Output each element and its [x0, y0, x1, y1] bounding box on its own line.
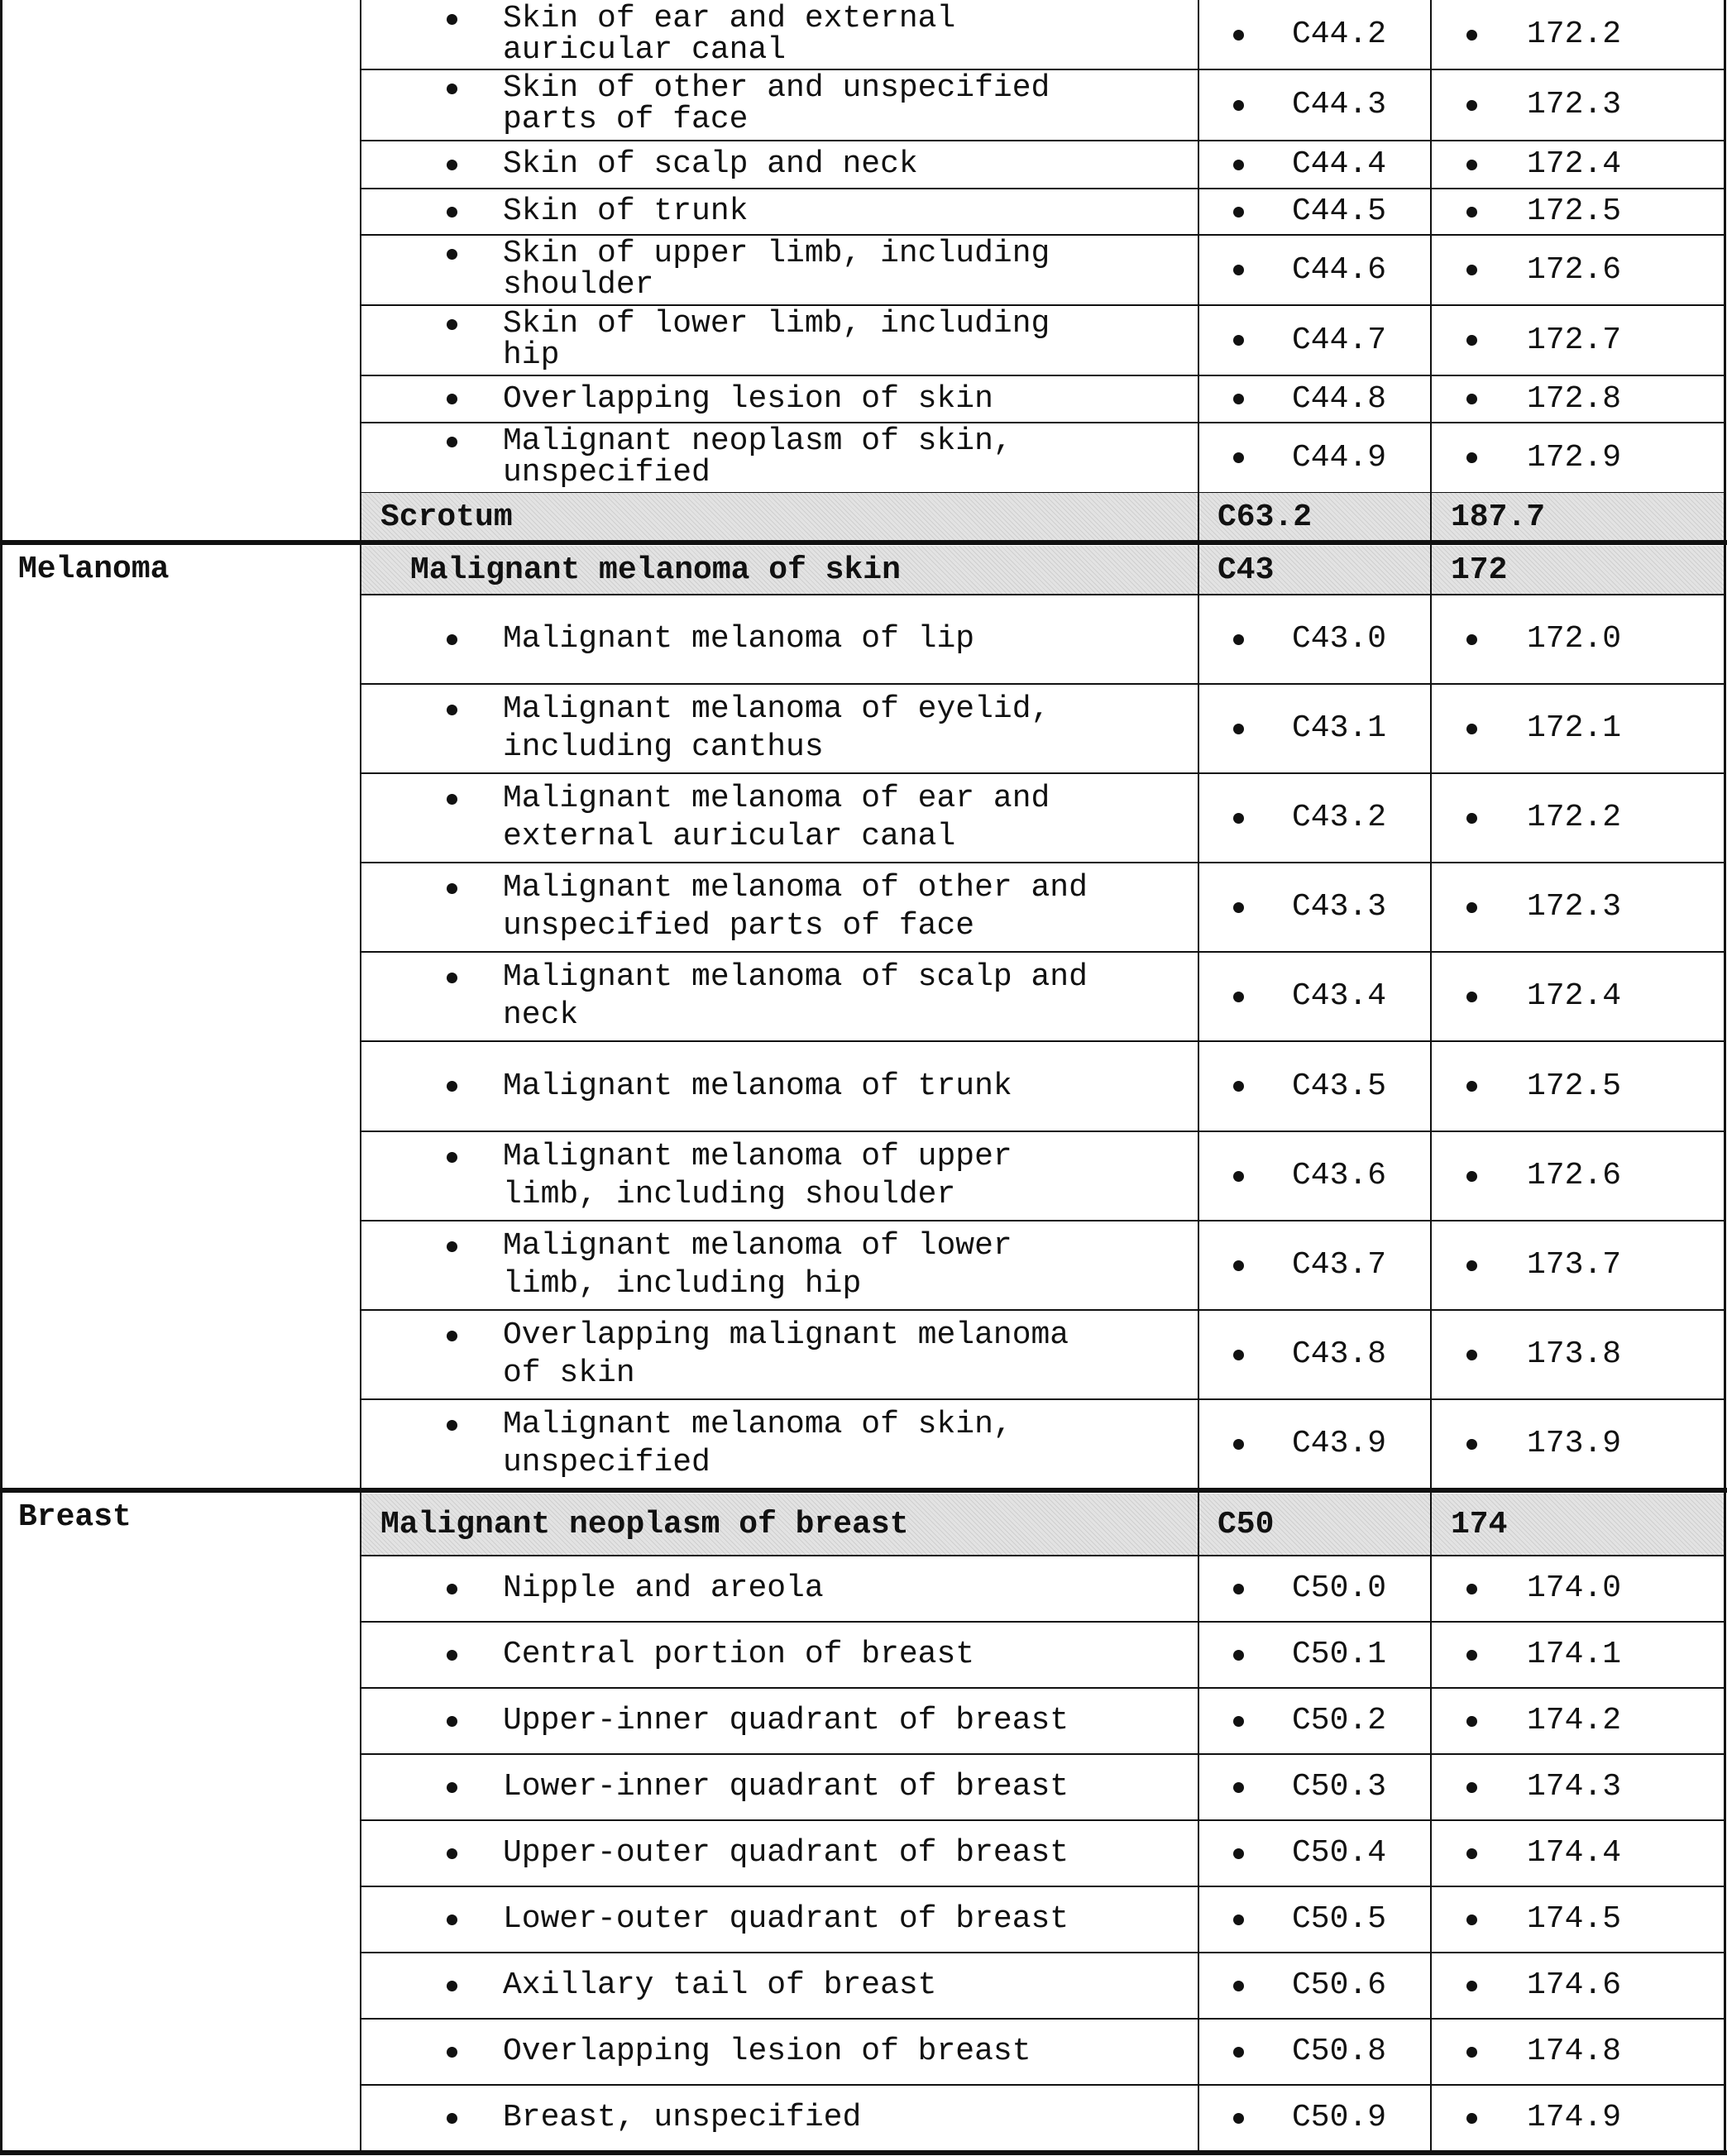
diagnosis-description: Malignant melanoma of upper	[503, 1139, 1012, 1174]
diagnosis-description: Lower-inner quadrant of breast	[503, 1769, 1069, 1805]
icd9-code: 172.2	[1527, 800, 1622, 835]
diagnosis-description: Breast, unspecified	[503, 2100, 862, 2135]
diagnosis-description: neck	[503, 997, 579, 1033]
icd9-code: 174.9	[1527, 2100, 1622, 2135]
icd9-code: 187.7	[1451, 499, 1546, 535]
bullet-icon	[447, 2047, 457, 2058]
diagnosis-description: limb, including hip	[503, 1266, 862, 1302]
diagnosis-description: Upper-outer quadrant of breast	[503, 1835, 1069, 1871]
diagnosis-description: Malignant melanoma of ear and	[503, 781, 1050, 816]
diagnosis-description: Malignant melanoma of skin,	[503, 1407, 1012, 1442]
section-divider	[0, 540, 1727, 545]
icd10-code: C43.8	[1292, 1336, 1387, 1372]
bullet-icon	[1466, 30, 1477, 41]
diagnosis-description: Malignant melanoma of other and	[503, 870, 1088, 906]
bullet-icon	[1233, 1848, 1244, 1859]
bullet-icon	[1466, 2047, 1477, 2058]
column-divider	[1430, 0, 1432, 2154]
icd10-code: C50.1	[1292, 1637, 1387, 1672]
bullet-icon	[1233, 394, 1244, 404]
icd10-code: C44.3	[1292, 87, 1387, 122]
bullet-icon	[1233, 335, 1244, 346]
icd10-code: C50.6	[1292, 1967, 1387, 2003]
bullet-icon	[447, 1782, 457, 1793]
icd10-code: C50.9	[1292, 2100, 1387, 2135]
bullet-icon	[1233, 1716, 1244, 1727]
icd10-code: C50.4	[1292, 1835, 1387, 1871]
icd10-code: C43.0	[1292, 621, 1387, 657]
diagnosis-description: Skin of lower limb, including	[503, 306, 1050, 342]
icd9-code: 172.6	[1527, 1158, 1622, 1193]
bullet-icon	[447, 437, 457, 447]
icd9-code: 173.9	[1527, 1426, 1622, 1461]
icd10-code: C43.7	[1292, 1247, 1387, 1283]
bullet-icon	[447, 794, 457, 805]
bullet-icon	[1233, 30, 1244, 41]
icd10-code: C63.2	[1218, 499, 1313, 535]
bullet-icon	[1233, 634, 1244, 645]
bullet-icon	[447, 1331, 457, 1341]
bullet-icon	[447, 634, 457, 645]
category-cell	[2, 1490, 361, 2154]
diagnosis-description: of skin	[503, 1355, 635, 1391]
diagnosis-description: Malignant melanoma of lip	[503, 621, 975, 657]
icd9-code: 174.2	[1527, 1703, 1622, 1738]
bullet-icon	[1233, 160, 1244, 170]
bullet-icon	[1466, 1260, 1477, 1271]
diagnosis-description: Skin of other and unspecified	[503, 70, 1050, 106]
icd9-code: 172.3	[1527, 87, 1622, 122]
bullet-icon	[1233, 1981, 1244, 1991]
icd9-code: 172.4	[1527, 146, 1622, 182]
icd9-code: 172.6	[1527, 251, 1622, 288]
icd10-code: C44.8	[1292, 380, 1387, 417]
bullet-icon	[447, 1915, 457, 1925]
diagnosis-description: external auricular canal	[503, 819, 956, 854]
icd10-code: C50.0	[1292, 1570, 1387, 1606]
icd10-code: C44.2	[1292, 17, 1387, 52]
icd10-code: C50	[1218, 1506, 1275, 1542]
category-label: Breast	[18, 1499, 132, 1535]
table-border-left	[0, 0, 2, 2154]
bullet-icon	[447, 14, 457, 25]
bullet-icon	[1466, 2113, 1477, 2124]
icd9-code: 174.8	[1527, 2034, 1622, 2069]
bullet-icon	[1466, 100, 1477, 111]
diagnosis-description: Skin of upper limb, including	[503, 236, 1050, 271]
bullet-icon	[447, 1848, 457, 1859]
icd9-code: 173.7	[1527, 1247, 1622, 1283]
diagnosis-description: Malignant melanoma of lower	[503, 1228, 1012, 1264]
diagnosis-description: unspecified	[503, 455, 710, 490]
bullet-icon	[1233, 100, 1244, 111]
icd10-code: C44.7	[1292, 322, 1387, 358]
bullet-icon	[1466, 1584, 1477, 1594]
bullet-icon	[447, 160, 457, 170]
table-border-right	[1724, 0, 1726, 2154]
icd10-code: C43.9	[1292, 1426, 1387, 1461]
bullet-icon	[447, 883, 457, 894]
diagnosis-description: Malignant melanoma of scalp and	[503, 959, 1088, 995]
icd9-code: 172.3	[1527, 889, 1622, 925]
icd9-code: 174.4	[1527, 1835, 1622, 1871]
bullet-icon	[447, 249, 457, 260]
icd10-code: C50.2	[1292, 1703, 1387, 1738]
bullet-icon	[1233, 724, 1244, 734]
bullet-icon	[1233, 992, 1244, 1002]
bullet-icon	[1466, 1650, 1477, 1661]
icd10-code: C50.8	[1292, 2034, 1387, 2069]
icd10-code: C44.6	[1292, 251, 1387, 288]
group-header-description: Scrotum	[380, 499, 513, 535]
bullet-icon	[1233, 1584, 1244, 1594]
bullet-icon	[1466, 265, 1477, 275]
diagnosis-description: Malignant melanoma of eyelid,	[503, 691, 1050, 727]
bullet-icon	[447, 705, 457, 715]
column-divider	[1198, 0, 1199, 2154]
diagnosis-description: Central portion of breast	[503, 1637, 975, 1672]
bullet-icon	[1466, 1915, 1477, 1925]
icd9-code: 174.3	[1527, 1769, 1622, 1805]
bullet-icon	[1466, 813, 1477, 824]
icd9-code: 172.5	[1527, 194, 1622, 229]
bullet-icon	[1466, 1716, 1477, 1727]
bullet-icon	[447, 973, 457, 983]
icd9-code: 172	[1451, 552, 1508, 588]
icd10-code: C43.6	[1292, 1158, 1387, 1193]
bullet-icon	[1233, 1782, 1244, 1793]
bullet-icon	[1466, 207, 1477, 218]
bullet-icon	[1233, 1915, 1244, 1925]
icd10-code: C44.5	[1292, 194, 1387, 229]
diagnosis-description: including canthus	[503, 729, 824, 765]
diagnosis-description: hip	[503, 337, 560, 373]
diagnosis-description: Lower-outer quadrant of breast	[503, 1901, 1069, 1937]
diagnosis-description: Skin of trunk	[503, 194, 749, 229]
bullet-icon	[447, 1081, 457, 1092]
bullet-icon	[447, 207, 457, 218]
icd10-code: C43.3	[1292, 889, 1387, 925]
bullet-icon	[1466, 1981, 1477, 1991]
icd10-code: C43.5	[1292, 1068, 1387, 1104]
icd10-code: C43.1	[1292, 710, 1387, 746]
bullet-icon	[1233, 265, 1244, 275]
bullet-icon	[1466, 634, 1477, 645]
bullet-icon	[1466, 1350, 1477, 1360]
icd10-code: C43.4	[1292, 978, 1387, 1014]
diagnosis-description: limb, including shoulder	[503, 1177, 956, 1212]
icd10-code: C44.9	[1292, 439, 1387, 476]
icd9-code: 172.7	[1527, 322, 1622, 358]
section-divider	[0, 1488, 1727, 1493]
diagnosis-description: Malignant melanoma of trunk	[503, 1068, 1012, 1104]
icd10-code: C50.5	[1292, 1901, 1387, 1937]
icd9-code: 174.0	[1527, 1570, 1622, 1606]
bullet-icon	[447, 1420, 457, 1431]
icd9-code: 173.8	[1527, 1336, 1622, 1372]
group-header-description: Malignant neoplasm of breast	[380, 1506, 909, 1542]
bullet-icon	[1466, 992, 1477, 1002]
bullet-icon	[1466, 394, 1477, 404]
icd9-code: 172.2	[1527, 17, 1622, 52]
bullet-icon	[1466, 1782, 1477, 1793]
icd9-code: 172.0	[1527, 621, 1622, 657]
bullet-icon	[447, 84, 457, 94]
bullet-icon	[1466, 160, 1477, 170]
bullet-icon	[447, 1152, 457, 1163]
icd9-code: 172.9	[1527, 439, 1622, 476]
diagnosis-description: Skin of scalp and neck	[503, 146, 918, 182]
bullet-icon	[1466, 902, 1477, 913]
icd9-code: 172.5	[1527, 1068, 1622, 1104]
icd9-code: 172.4	[1527, 978, 1622, 1014]
category-cell	[2, 543, 361, 1490]
bullet-icon	[1466, 452, 1477, 463]
bullet-icon	[1466, 724, 1477, 734]
bullet-icon	[447, 1650, 457, 1661]
bullet-icon	[1233, 813, 1244, 824]
bullet-icon	[1233, 1260, 1244, 1271]
bullet-icon	[447, 394, 457, 404]
bullet-icon	[1466, 1081, 1477, 1092]
bullet-icon	[1233, 2047, 1244, 2058]
diagnosis-description: Overlapping lesion of breast	[503, 2034, 1031, 2069]
bullet-icon	[1466, 1848, 1477, 1859]
bullet-icon	[1233, 1171, 1244, 1182]
bullet-icon	[1233, 1650, 1244, 1661]
bullet-icon	[447, 2113, 457, 2124]
table-border-bottom	[0, 2150, 1727, 2155]
bullet-icon	[1233, 452, 1244, 463]
bullet-icon	[1233, 1350, 1244, 1360]
bullet-icon	[1233, 207, 1244, 218]
icd10-code: C43.2	[1292, 800, 1387, 835]
diagnosis-description: unspecified parts of face	[503, 908, 975, 944]
bullet-icon	[1233, 902, 1244, 913]
bullet-icon	[447, 1584, 457, 1594]
icd10-code: C43	[1218, 552, 1275, 588]
icd9-code: 174	[1451, 1506, 1508, 1542]
icd10-code: C50.3	[1292, 1769, 1387, 1805]
bullet-icon	[1466, 1439, 1477, 1450]
diagnosis-description: Malignant neoplasm of skin,	[503, 423, 1012, 459]
icd10-code: C44.4	[1292, 146, 1387, 182]
diagnosis-description: Overlapping lesion of skin	[503, 380, 993, 417]
diagnosis-description: Overlapping malignant melanoma	[503, 1317, 1069, 1353]
diagnosis-description: Axillary tail of breast	[503, 1967, 937, 2003]
bullet-icon	[1466, 335, 1477, 346]
category-cell	[2, 0, 361, 543]
diagnosis-description: parts of face	[503, 102, 749, 137]
bullet-icon	[447, 1981, 457, 1991]
icd9-code: 174.6	[1527, 1967, 1622, 2003]
diagnosis-description: Skin of ear and external	[503, 1, 956, 36]
diagnosis-description: auricular canal	[503, 32, 787, 68]
column-divider	[360, 0, 361, 2154]
category-label: Melanoma	[18, 552, 170, 587]
diagnosis-description: Nipple and areola	[503, 1570, 824, 1606]
bullet-icon	[1233, 1439, 1244, 1450]
bullet-icon	[1466, 1171, 1477, 1182]
icd9-code: 172.8	[1527, 380, 1622, 417]
bullet-icon	[1233, 2113, 1244, 2124]
bullet-icon	[447, 1241, 457, 1252]
diagnosis-description: Upper-inner quadrant of breast	[503, 1703, 1069, 1738]
icd9-code: 172.1	[1527, 710, 1622, 746]
bullet-icon	[1233, 1081, 1244, 1092]
bullet-icon	[447, 319, 457, 330]
icd9-code: 174.5	[1527, 1901, 1622, 1937]
diagnosis-description: shoulder	[503, 267, 654, 303]
diagnosis-description: unspecified	[503, 1445, 710, 1480]
group-header-description: Malignant melanoma of skin	[410, 552, 901, 588]
icd9-code: 174.1	[1527, 1637, 1622, 1672]
bullet-icon	[447, 1716, 457, 1727]
